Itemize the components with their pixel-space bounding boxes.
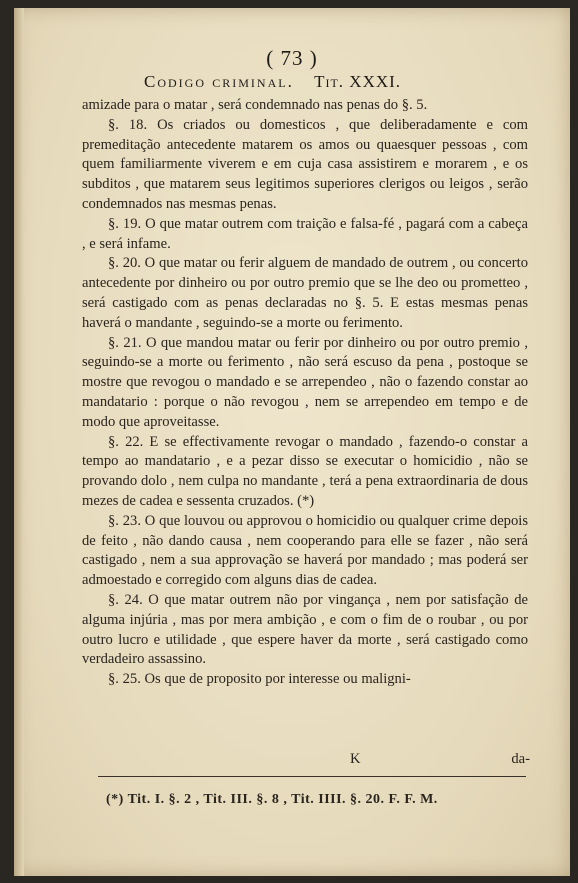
paragraph-section-25: §. 25. Os que de proposito por interesse ou maligni- — [108, 671, 411, 688]
paragraph-section-19: §. 19. O que matar outrem com traição e falsa-fé , pagará com a cabeça , e será infame. — [82, 215, 528, 252]
paragraph-section-21: §. 21. O que mandou matar ou ferir por dinheiro ou por outro premio , seguindo-se a morte ou ferimento , não será escuso da pena , postoque se mostre que revogou o mandado e se arrependeo , não o fazendo constar ao mandatario : porque o não revogou , nem se arrependeo em tempo e de modo que aproveitasse. — [82, 334, 528, 430]
signature-mark: K — [350, 751, 361, 767]
paragraph-section-23: §. 23. O que louvou ou approvou o homicidio ou qualquer crime depois de feito , não dando causa , nem cooperando para elle se fazer , não será castigado , nem a sua approvação se haverá por mandado ; mas poderá ser admoestado e corregido com alguns dias de cadea. — [82, 512, 528, 589]
paragraph-section-22: §. 22. E se effectivamente revogar o mandado , fazendo-o constar a tempo ao mandatario , e a pezar disso se executar o homicidio , não se provando dolo , nem culpa no mandante , terá a pena extraordinaria de dous mezes de cadea e sessenta cruzados. (*) — [82, 433, 528, 509]
running-head — [144, 72, 401, 92]
paragraph-section-20: §. 20. O que matar ou ferir alguem de mandado de outrem , ou concerto antecedente por dinheiro ou por outro premio que se lhe deo ou prometteo , será castigado com as penas declaradas no §. 5. E estas mesmas penas haverá o mandante , seguindo-se a morte ou ferimento. — [82, 255, 528, 331]
book-page — [14, 8, 570, 876]
running-head-title: Codigo criminal. — [144, 72, 294, 91]
paragraph-section-18: §. 18. Os criados ou domesticos , que deliberadamente e com premeditação antecedente matarem os amos ou quaesquer pessoas , com quem familiarmente viverem e em cuja casa assistirem e morarem , e os subditos , que matarem seus legitimos superiores clerigos ou leigos , serão condemnados nas mesmas penas. — [82, 116, 528, 212]
footnote: (*) Tit. I. §. 2 , Tit. III. §. 8 , Tit. IIII. §. 20. F. F. M. — [106, 792, 438, 807]
running-head-section: Tit. XXXI. — [314, 72, 402, 91]
paragraph-section-24: §. 24. O que matar outrem não por vingança , nem por satisfação de alguma injúria , mas por mera ambição , e com o fim de o roubar , ou por outro lucro e utilidade , que espere haver da morte , será castigado como verdadeiro assassino. — [82, 591, 528, 668]
footnote-divider — [98, 776, 526, 777]
catchword: da- — [511, 751, 530, 767]
page-number: ( 73 ) — [266, 46, 318, 70]
page-gutter — [14, 8, 24, 876]
paragraph-continuation: amizade para o matar , será condemnado nas penas do §. 5. — [82, 97, 428, 113]
body-text — [82, 96, 528, 690]
